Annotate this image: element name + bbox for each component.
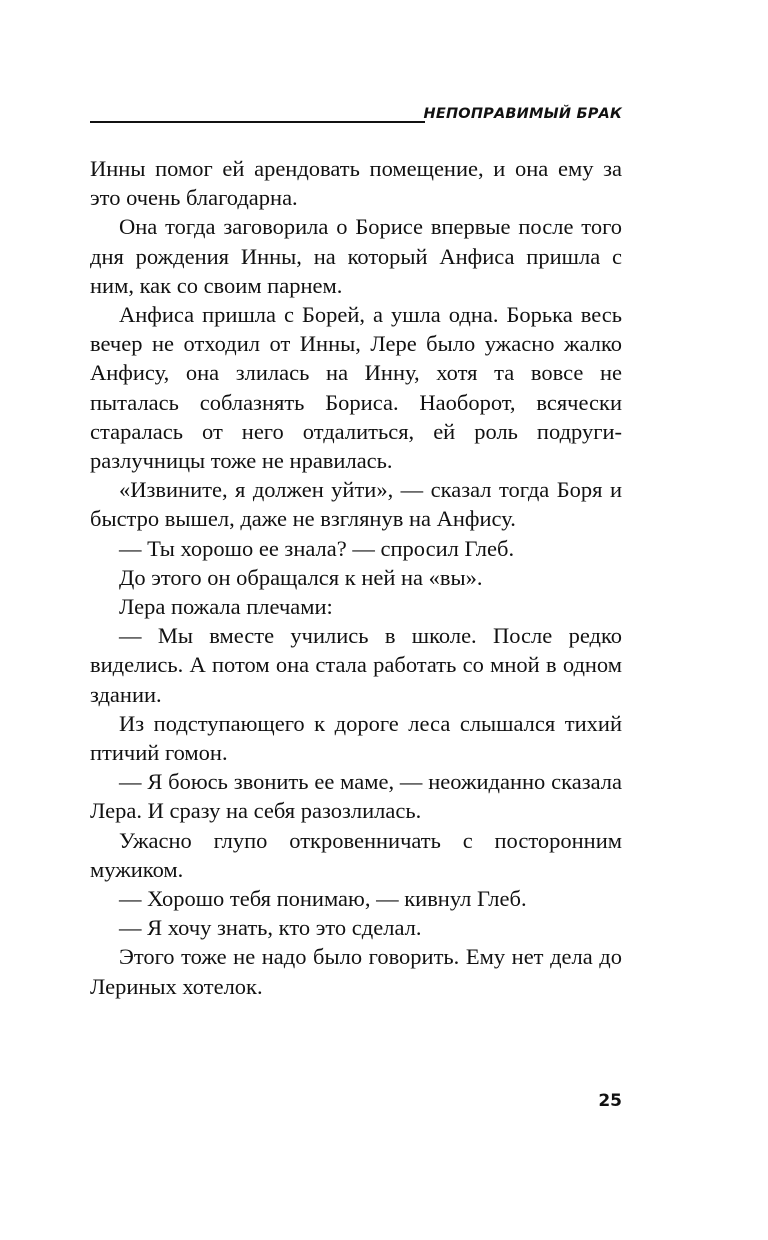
- running-title: НЕПОПРАВИМЫЙ БРАК: [423, 106, 622, 122]
- header-rule: [90, 121, 425, 123]
- paragraph: — Ты хорошо ее знала? — спросил Глеб.: [119, 535, 515, 561]
- running-header: [90, 104, 622, 124]
- body-text: [90, 154, 622, 1001]
- paragraph: — Мы вместе учились в школе. После редко виделись. А потом она стала работать со мной в одном здании.: [90, 623, 622, 707]
- paragraph: Анфиса пришла с Борей, а ушла одна. Борька весь вечер не отходил от Инны, Лере было ужасно жалко Анфису, она злилась на Инну, хотя та вовсе не пыталась соблазнять Бориса. Наоборот, всячески старалась от него отдалиться, ей роль подруги-разлучницы тоже не нравилась.: [90, 302, 622, 474]
- paragraph: До этого он обращался к ней на «вы».: [119, 564, 483, 590]
- paragraph: «Извините, я должен уйти», — сказал тогда Боря и быстро вышел, даже не взглянув на Анфису.: [90, 477, 622, 532]
- paragraph: Она тогда заговорила о Борисе впервые после того дня рождения Инны, на который Анфиса пришла с ним, как со своим парнем.: [90, 214, 622, 298]
- paragraph: Лера пожала плечами:: [119, 594, 333, 620]
- paragraph: — Я хочу знать, кто это сделал.: [119, 915, 422, 941]
- paragraph: — Хорошо тебя понимаю, — кивнул Глеб.: [119, 886, 527, 912]
- paragraph: Ужасно глупо откровенничать с посторонним мужиком.: [90, 827, 622, 882]
- page-number: 25: [598, 1091, 622, 1111]
- paragraph: Инны помог ей арендовать помещение, и она ему за это очень благодарна.: [90, 156, 622, 211]
- paragraph: Из подступающего к дороге леса слышался тихий птичий гомон.: [90, 710, 622, 766]
- paragraph: — Я боюсь звонить ее маме, — неожиданно сказала Лера. И сразу на себя разозлилась.: [90, 769, 622, 824]
- paragraph: Этого тоже не надо было говорить. Ему нет дела до Лериных хотелок.: [90, 944, 622, 999]
